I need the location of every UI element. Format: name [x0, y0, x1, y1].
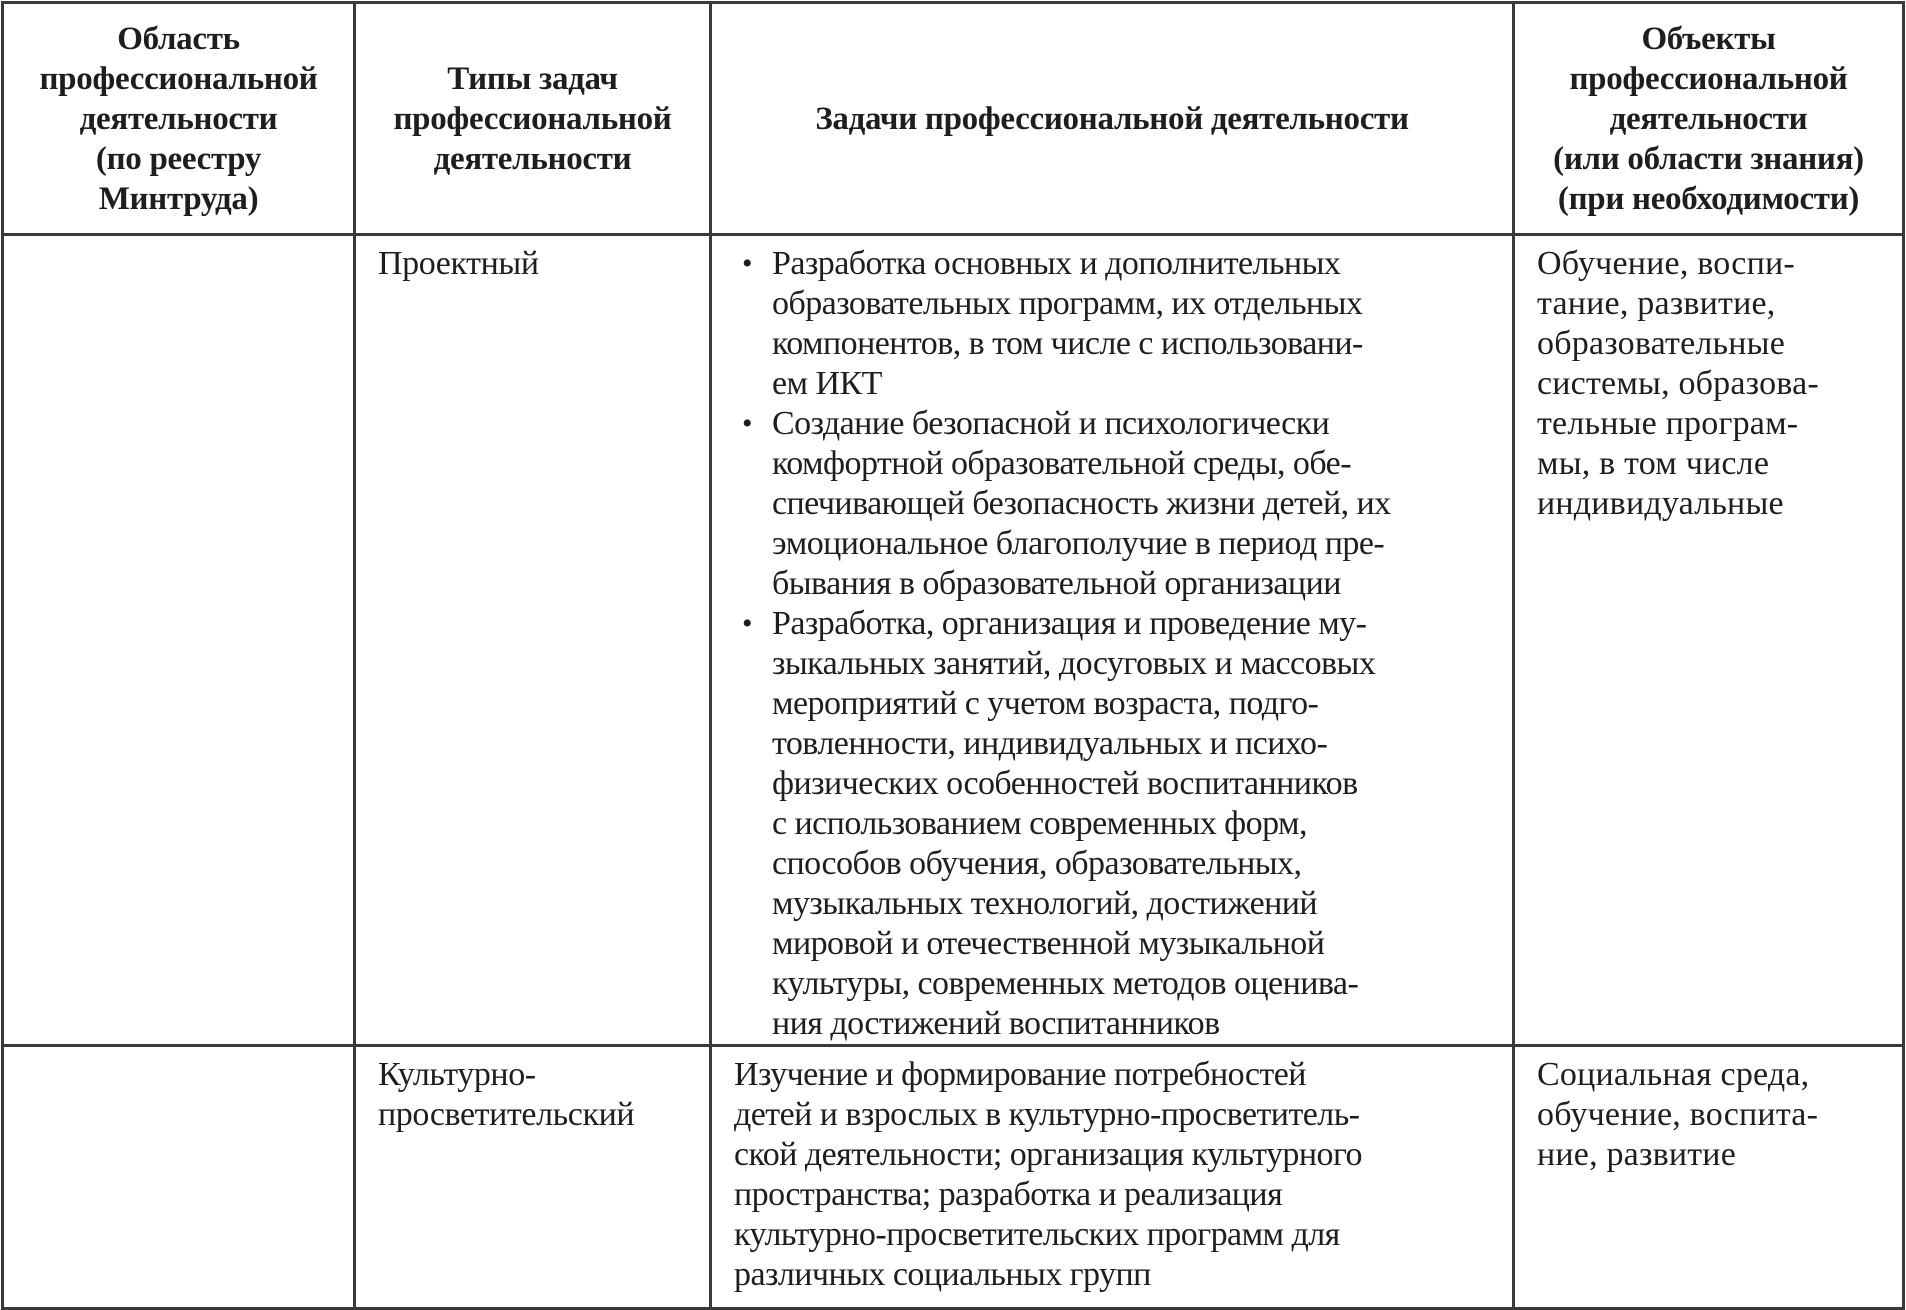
header-area: Область профессиональной деятельности (по реестру Минтруда)	[3, 3, 355, 235]
header-objects: Объекты профессиональной деятельности (или области знания) (при необходимости)	[1514, 3, 1904, 235]
objects-cell	[1514, 1046, 1904, 1309]
task-type-text: Культурно- просветительский	[378, 1056, 635, 1133]
task-list-item	[742, 244, 1498, 404]
objects-text: Обучение, воспи- тание, развитие, образовательные системы, образова- тельные програм- мы, в том числе индивидуальные	[1537, 245, 1819, 522]
bullet-icon: •	[742, 407, 752, 440]
header-task-types: Типы задач профессиональной деятельности	[355, 3, 711, 235]
tasks-cell	[711, 235, 1514, 1046]
area-cell	[3, 1046, 355, 1309]
task-text: Разработка, организация и проведение му- зыкальных занятий, досуговых и массовых мероприятий с учетом возраста, подго- товленности, индивидуальных и психо- физических особенностей воспитанников с использованием современных форм, способов обучения, образовательных, музыкальных технологий, достижений мировой и отечественной музыкальной культуры, современных методов оценива- ния достижений воспитанников	[772, 605, 1376, 1042]
table-row	[3, 1046, 1904, 1309]
task-list-item	[742, 604, 1498, 1044]
task-type-text: Проектный	[378, 245, 539, 282]
task-text: Создание безопасной и психологически комфортной образовательной среды, обе- спечивающей безопасность жизни детей, их эмоциональное благополучие в период пре- бывания в образовательной организации	[772, 405, 1391, 602]
area-text	[4, 236, 353, 244]
task-list-item	[742, 404, 1498, 604]
header-tasks: Задачи профессиональной деятельности	[711, 3, 1514, 235]
task-type-cell	[355, 235, 711, 1046]
professional-activity-table	[1, 1, 1905, 1310]
task-list	[712, 236, 1512, 1044]
tasks-cell	[711, 1046, 1514, 1309]
objects-text: Социальная среда, обучение, воспита- ние, развитие	[1537, 1056, 1819, 1173]
area-text	[4, 1047, 353, 1055]
objects-cell	[1514, 235, 1904, 1046]
task-text: Разработка основных и дополнительных образовательных программ, их отдельных компонентов, в том числе с использовани- ем ИКТ	[772, 245, 1363, 402]
bullet-icon: •	[742, 247, 752, 280]
bullet-icon: •	[742, 607, 752, 640]
task-type-cell	[355, 1046, 711, 1309]
header-row	[3, 3, 1904, 235]
area-cell	[3, 235, 355, 1046]
task-text: Изучение и формирование потребностей детей и взрослых в культурно-просветитель- ской деятельности; организация культурного пространства; разработка и реализация культурно-просветительских программ для различных социальных групп	[734, 1056, 1362, 1293]
table-row	[3, 235, 1904, 1046]
